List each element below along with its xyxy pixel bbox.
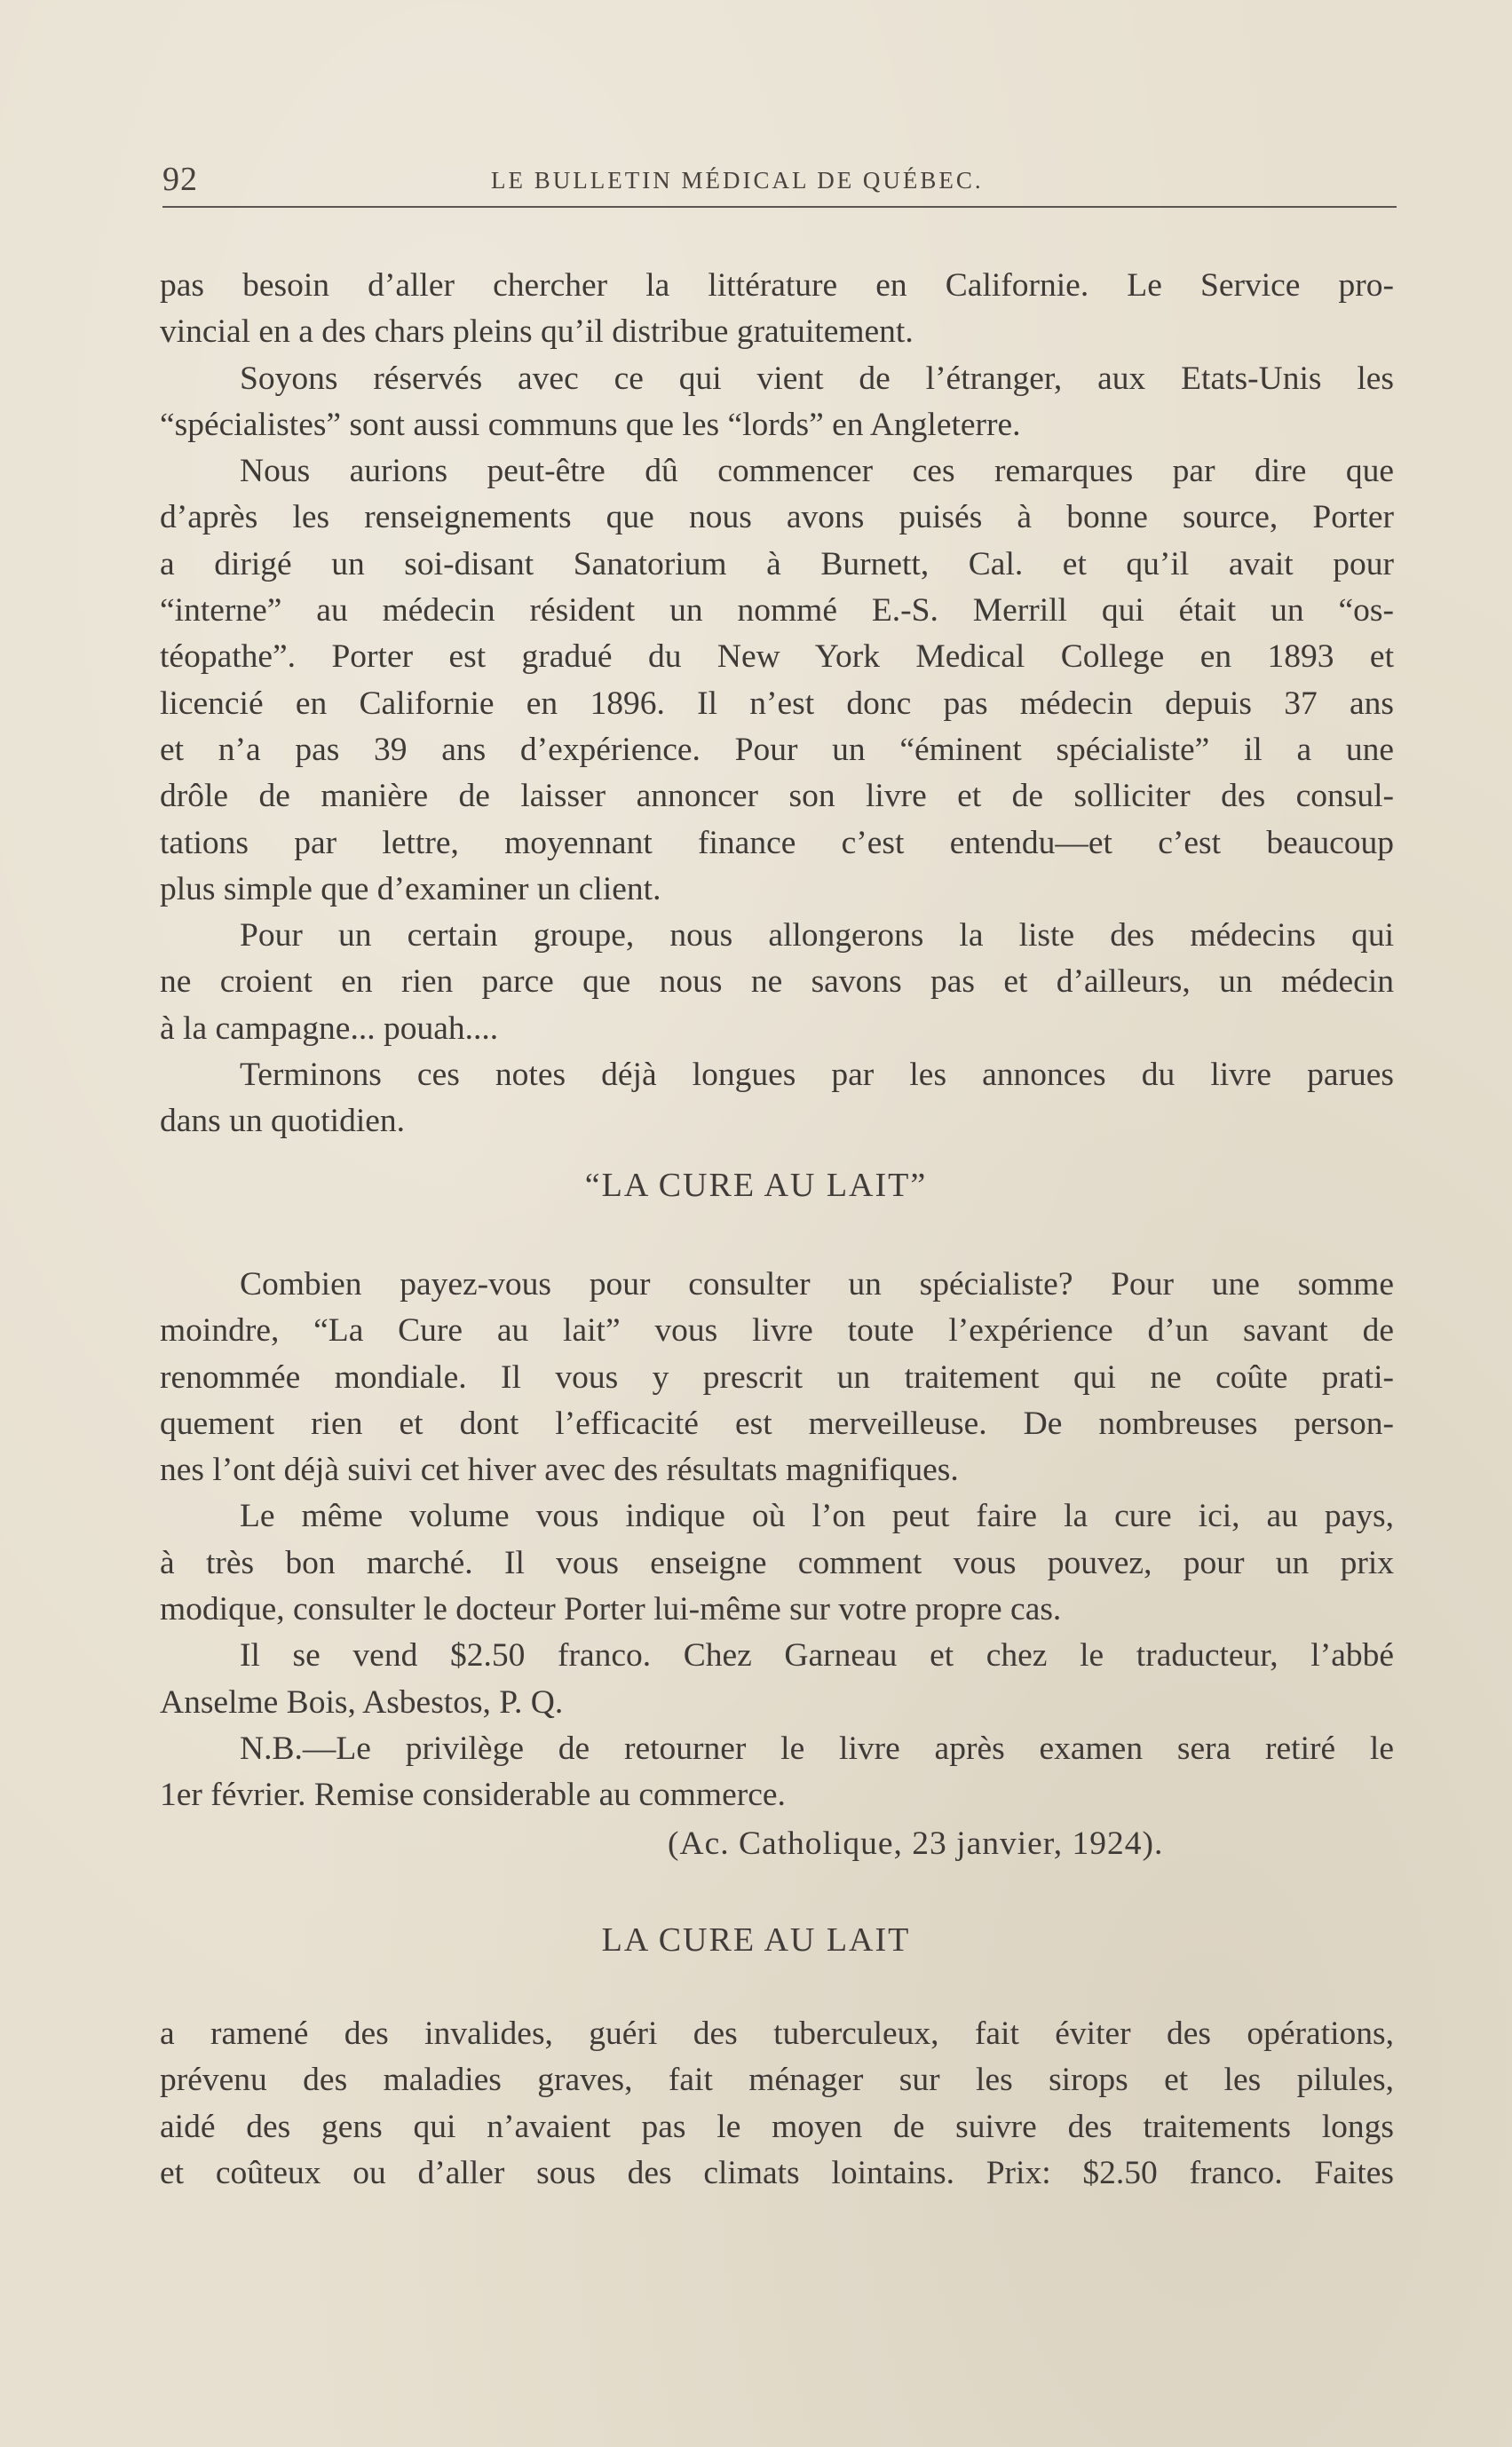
text-line: Soyons réservés avec ce qui vient de l’étranger, aux Etats-Unis les: [240, 360, 1394, 397]
section-heading: “LA CURE AU LAIT”: [584, 1167, 928, 1204]
text-line: dans un quotidien.: [160, 1103, 406, 1140]
text-line: Terminons ces notes déjà longues par les annonces du livre parues: [240, 1057, 1394, 1094]
text-line: aidé des gens qui n’avaient pas le moyen de suivre des traitements longs: [160, 2108, 1394, 2145]
citation: (Ac. Catholique, 23 janvier, 1924).: [668, 1825, 1164, 1862]
text-line: Pour un certain groupe, nous allongerons la liste des médecins qui: [240, 917, 1394, 954]
text-line: “spécialistes” sont aussi communs que les “lords” en Angleterre.: [160, 406, 1021, 443]
text-line: prévenu des maladies graves, fait ménager sur les sirops et les pilules,: [160, 2062, 1394, 2099]
text-line: Combien payez-vous pour consulter un spécialiste? Pour une somme: [240, 1266, 1394, 1303]
text-line: quement rien et dont l’efficacité est merveilleuse. De nombreuses person-: [160, 1405, 1394, 1442]
text-line: Nous aurions peut-être dû commencer ces remarques par dire que: [240, 453, 1394, 490]
text-line: à la campagne... pouah....: [160, 1010, 499, 1047]
text-line: “interne” au médecin résident un nommé E.-S. Merrill qui était un “os-: [160, 592, 1394, 630]
text-line: 1er février. Remise considerable au commerce.: [160, 1777, 786, 1814]
text-line: à très bon marché. Il vous enseigne comment vous pouvez, pour un prix: [160, 1544, 1394, 1581]
page-number: 92: [162, 161, 198, 198]
text-line: licencié en Californie en 1896. Il n’est donc pas médecin depuis 37 ans: [160, 685, 1394, 722]
section-3: [160, 2011, 1394, 2197]
text-line: a dirigé un soi-disant Sanatorium à Burnett, Cal. et qu’il avait pour: [160, 545, 1394, 582]
text-line: téopathe”. Porter est gradué du New York Medical College en 1893 et: [160, 638, 1394, 676]
page-header: [162, 160, 1397, 204]
section-1: [160, 263, 1394, 1145]
section-heading: LA CURE AU LAIT: [601, 1921, 911, 1959]
text-line: moindre, “La Cure au lait” vous livre toute l’expérience d’un savant de: [160, 1312, 1394, 1350]
text-line: drôle de manière de laisser annoncer son livre et de solliciter des consul-: [160, 778, 1394, 815]
text-line: pas besoin d’aller chercher la littérature en Californie. Le Service pro-: [160, 267, 1394, 304]
running-head: LE BULLETIN MÉDICAL DE QUÉBEC.: [491, 167, 984, 194]
text-line: tations par lettre, moyennant finance c’est entendu—et c’est beaucoup: [160, 824, 1394, 861]
text-line: et n’a pas 39 ans d’expérience. Pour un “éminent spécialiste” il a une: [160, 731, 1394, 768]
text-line: N.B.—Le privilège de retourner le livre après examen sera retiré le: [240, 1730, 1394, 1767]
text-line: nes l’ont déjà suivi cet hiver avec des résultats magnifiques.: [160, 1452, 959, 1489]
text-line: modique, consulter le docteur Porter lui-même sur votre propre cas.: [160, 1591, 1062, 1628]
section-2: [160, 1262, 1394, 1819]
text-line: vincial en a des chars pleins qu’il distribue gratuitement.: [160, 313, 914, 351]
text-line: Il se vend $2.50 franco. Chez Garneau et chez le traducteur, l’abbé: [240, 1637, 1394, 1675]
text-line: a ramené des invalides, guéri des tuberculeux, fait éviter des opérations,: [160, 2015, 1394, 2052]
text-line: Le même volume vous indique où l’on peut faire la cure ici, au pays,: [240, 1498, 1394, 1535]
text-line: Anselme Bois, Asbestos, P. Q.: [160, 1683, 564, 1721]
header-rule: [162, 206, 1397, 208]
text-line: renommée mondiale. Il vous y prescrit un traitement qui ne coûte prati-: [160, 1358, 1394, 1396]
text-line: d’après les renseignements que nous avons puisés à bonne source, Porter: [160, 499, 1394, 536]
text-line: plus simple que d’examiner un client.: [160, 870, 661, 907]
text-line: ne croient en rien parce que nous ne savons pas et d’ailleurs, un médecin: [160, 963, 1394, 1001]
text-line: et coûteux ou d’aller sous des climats lointains. Prix: $2.50 franco. Faites: [160, 2154, 1394, 2191]
